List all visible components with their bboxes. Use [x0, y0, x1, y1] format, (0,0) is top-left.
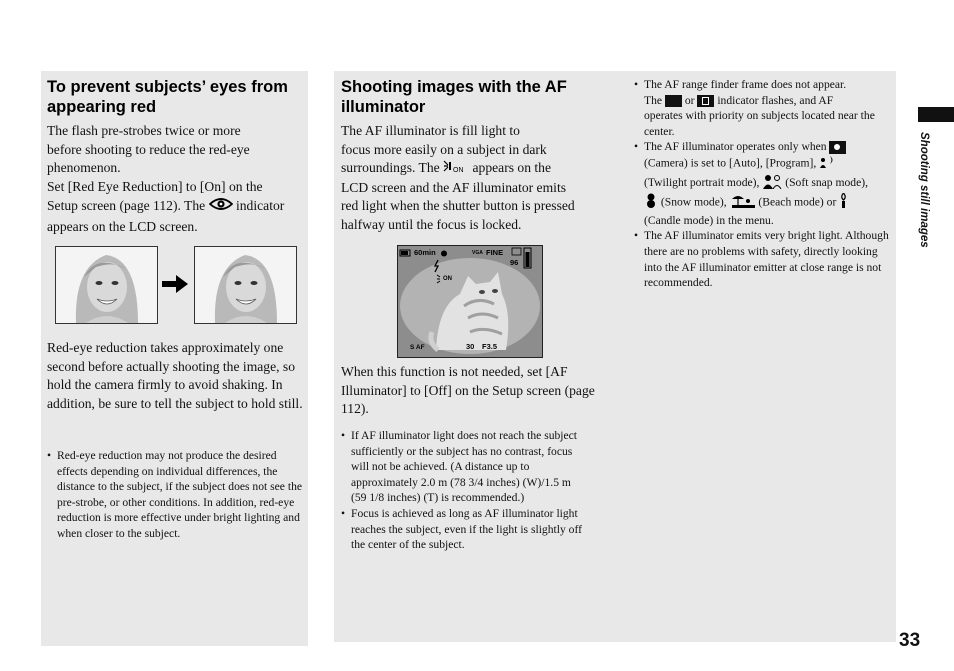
page-number: 33	[899, 630, 921, 651]
lcd-aperture: F3.5	[482, 342, 498, 351]
af-off-instruction: When this function is not needed, set [AF Illuminator] to [Off] on the Setup screen (page 112).	[341, 364, 595, 417]
af-mode-note: • The AF illuminator operates only when (Camera) is set to [Auto], [Program], (Twilight portrait mode), (Soft snap mode), (Snow mode), (Beach mode) or (Candle mode) in the menu.	[634, 139, 896, 228]
af-range-note: • The AF range finder frame does not appear. The or indicator flashes, and AF operates with priority on subjects located near the center.	[634, 77, 896, 139]
lcd-vga: VGA	[472, 250, 483, 256]
lcd-battery-time: 60min	[414, 248, 436, 257]
camera-mode-icon	[829, 141, 846, 154]
af-intro-line: halfway until the focus is locked.	[341, 217, 522, 233]
af-intro-line: focus more easily on a subject in dark	[341, 141, 547, 157]
red-eye-intro	[47, 122, 309, 237]
arrow-right-icon	[162, 274, 188, 299]
lcd-shot-count: 96	[510, 258, 519, 267]
af-intro-line: The AF illuminator is fill light to	[341, 123, 520, 138]
twilight-portrait-icon	[819, 155, 835, 173]
red-eye-lcd-line: appears on the LCD screen.	[47, 218, 198, 234]
soft-snap-icon	[762, 173, 782, 194]
lcd-focus-mode: S AF	[410, 344, 425, 351]
af-note: • If AF illuminator light does not reach the subject sufficiently or the subject has no contrast, focus will not be achieved. (A distance up to approximately 2.0 m (78 3/4 inches) (W)/1.5 m (59 1/8 inches) (T) is recommended.)	[341, 428, 587, 506]
face-photo-after	[194, 246, 297, 324]
red-eye-indicator-icon	[209, 196, 233, 218]
face-photo-before	[55, 246, 158, 324]
svg-text:ON: ON	[453, 167, 464, 174]
chapter-side-label: Shooting still images	[918, 132, 930, 248]
af-brightness-note: • The AF illuminator emits very bright light. Although there are no problems with safety, directly looking into the AF illuminator emitter at close range is not recommended.	[634, 228, 896, 290]
af-range-notes	[634, 77, 896, 291]
red-eye-intro-line: phenomenon.	[47, 160, 121, 176]
red-eye-note: • Red-eye reduction may not produce the desired effects depending on individual differences, the distance to the subject, if the subject does not see the pre-strobe, or other conditions. In addition, red-eye reduction is more effective under bright lighting and when closer to the subject.	[47, 448, 305, 542]
red-eye-intro-line: The flash pre-strobes twice or more	[47, 123, 241, 138]
af-intro-icon-line: surroundings. The ON appears on the	[341, 159, 603, 179]
af-note: • Focus is achieved as long as AF illuminator light reaches the subject, even if the light is slightly off the center of the subject.	[341, 506, 587, 553]
red-eye-heading: To prevent subjects’ eyes from appearing red	[47, 78, 288, 116]
lcd-af-on: ON	[443, 276, 452, 282]
af-frame-icon	[665, 95, 682, 107]
lcd-quality: FINE	[486, 248, 504, 257]
af-illuminator-on-icon	[443, 159, 469, 179]
red-eye-notes	[47, 448, 305, 542]
af-illuminator-intro	[341, 122, 603, 235]
snow-mode-icon	[644, 193, 658, 213]
red-eye-setup-line: Set [Red Eye Reduction] to [On] on the	[47, 178, 263, 194]
af-intro-line: red light when the shutter button is pressed	[341, 198, 575, 214]
red-eye-intro-line: before shooting to reduce the red-eye	[47, 141, 250, 157]
af-illuminator-heading: Shooting images with the AF illuminator	[341, 78, 567, 116]
lcd-screen-illustration	[397, 245, 543, 358]
red-eye-indicator-line: Setup screen (page 112). The indicator	[47, 196, 309, 218]
section-tab-marker	[918, 107, 954, 122]
beach-mode-icon	[730, 194, 756, 213]
red-eye-timing-text: Red-eye reduction takes approximately one second before actually shooting the image, so hold the camera firmly to avoid shaking. In addition, be sure to tell the subject to hold still.	[47, 340, 303, 411]
af-center-frame-icon	[697, 95, 714, 107]
af-notes	[341, 428, 587, 553]
candle-mode-icon	[839, 193, 848, 213]
af-intro-line: LCD screen and the AF illuminator emits	[341, 179, 567, 195]
lcd-shutter-speed: 30	[466, 342, 475, 351]
